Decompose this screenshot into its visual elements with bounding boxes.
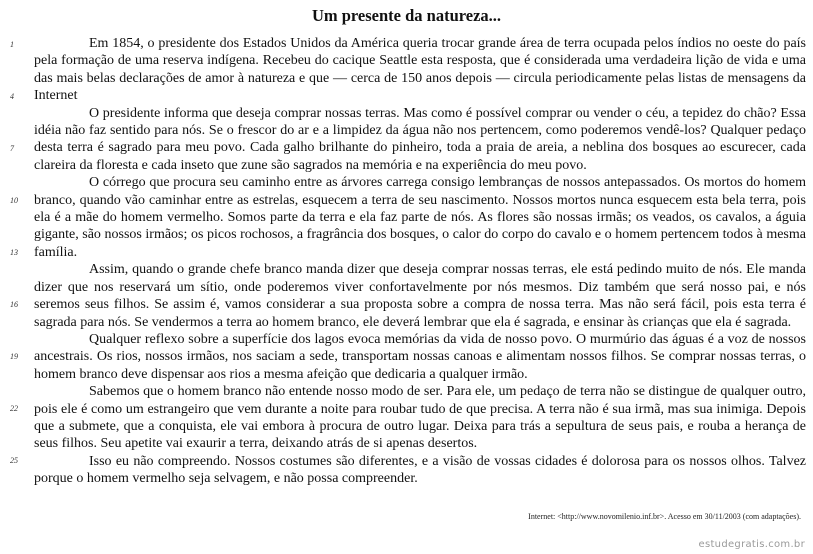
line-number: 19 (10, 352, 18, 361)
paragraph: Qualquer reflexo sobre a superfície dos lagos evoca memórias da vida de nosso povo. O murmúrio das águas é a voz de nossos ancestrais. Os rios, nossos irmãos, nos saciam a sede, transportam nossas canoas e alimentam nossos filhos. Se comprar nossas terras, o homem branco deve dispensar aos rios a mesma afeição que dedicaria a qualquer irmão. (34, 331, 806, 382)
line-number: 16 (10, 300, 18, 309)
watermark: estudegratis.com.br (698, 539, 805, 550)
paragraph: Em 1854, o presidente dos Estados Unidos da América queria trocar grande área de terra ocupada pelos índios no oeste do país pela formação de uma reserva indígena. Recebeu do cacique Seattle esta resposta, que é considerada uma verdadeira lição de vida e uma das mais belas declarações de amor à natureza e que — cerca de 150 anos depois — circula periodicamente pelas listas de mensagens da Internet (34, 36, 806, 104)
line-number: 4 (10, 92, 14, 101)
document-body (34, 35, 806, 488)
line-number: 1 (10, 40, 14, 49)
paragraph: Isso eu não compreendo. Nossos costumes são diferentes, e a visão de vossas cidades é dolorosa para os nossos olhos. Talvez porque o homem vermelho seja selvagem, e não possa compreender. (34, 453, 806, 487)
line-number: 7 (10, 144, 14, 153)
line-number: 13 (10, 248, 18, 257)
paragraph: O presidente informa que deseja comprar nossas terras. Mas como é possível comprar ou vender o céu, a tepidez do chão? Essa idéia não faz sentido para nós. Se o frescor do ar e a limpidez da água não nos pertencem, como poderemos vendê-los? Qualquer pedaço desta terra é sagrado para meu povo. Cada galho brilhante do pinheiro, toda a praia de areia, a neblina dos bosques ao escurecer, cada clareira da floresta e cada inseto que zune são sagrados na memória e na experiência do meu povo. (34, 105, 806, 173)
document-title: Um presente da natureza... (311, 6, 502, 25)
source-citation: Internet: <http://www.novomilenio.inf.br>. Acesso em 30/11/2003 (com adaptações). (528, 512, 801, 521)
line-number: 25 (10, 456, 18, 465)
paragraph: Assim, quando o grande chefe branco manda dizer que deseja comprar nossas terras, ele está pedindo muito de nós. Ele manda dizer que nos reservará um sítio, onde poderemos viver confortavelmente por nós mesmos. Diz também que será nosso pai, e nós seremos seus filhos. Se assim é, vamos considerar a sua proposta sobre a compra de nossa terra. Mas não será fácil, pois esta terra é sagrada para nós. Se vendermos a terra ao homem branco, ele deverá lembrar que ela é sagrada, e ensinar às crianças que ela é sagrada. (34, 262, 806, 330)
paragraph: Sabemos que o homem branco não entende nosso modo de ser. Para ele, um pedaço de terra não se distingue de qualquer outro, pois ele é como um estrangeiro que vem durante a noite para roubar tudo de que precisa. A terra não é sua irmã, mas sua inimiga. Depois que a submete, que a conquista, ele vai embora à procura de outro lugar. Deixa para trás a sepultura de seus pais, e rouba a herança de seus filhos. Seu apetite vai exaurir a terra, deixando atrás de si apenas desertos. (34, 384, 806, 452)
paragraph: O córrego que procura seu caminho entre as árvores carrega consigo lembranças de nossos antepassados. Os mortos do homem branco, quando vão caminhar entre as estrelas, esquecem a terra de seu nascimento. Nossos mortos nunca esquecem esta bela terra, pois ela é a mãe do homem vermelho. Somos parte da terra e ela faz parte de nós. As flores são nossas irmãs; os veados, os cavalos, a águia gigante, são nossos irmãos; os picos rochosos, a fragrância dos bosques, o calor do corpo do cavalo e o homem pertencem todos à mesma família. (34, 175, 806, 260)
line-number: 22 (10, 404, 18, 413)
line-number: 10 (10, 196, 18, 205)
